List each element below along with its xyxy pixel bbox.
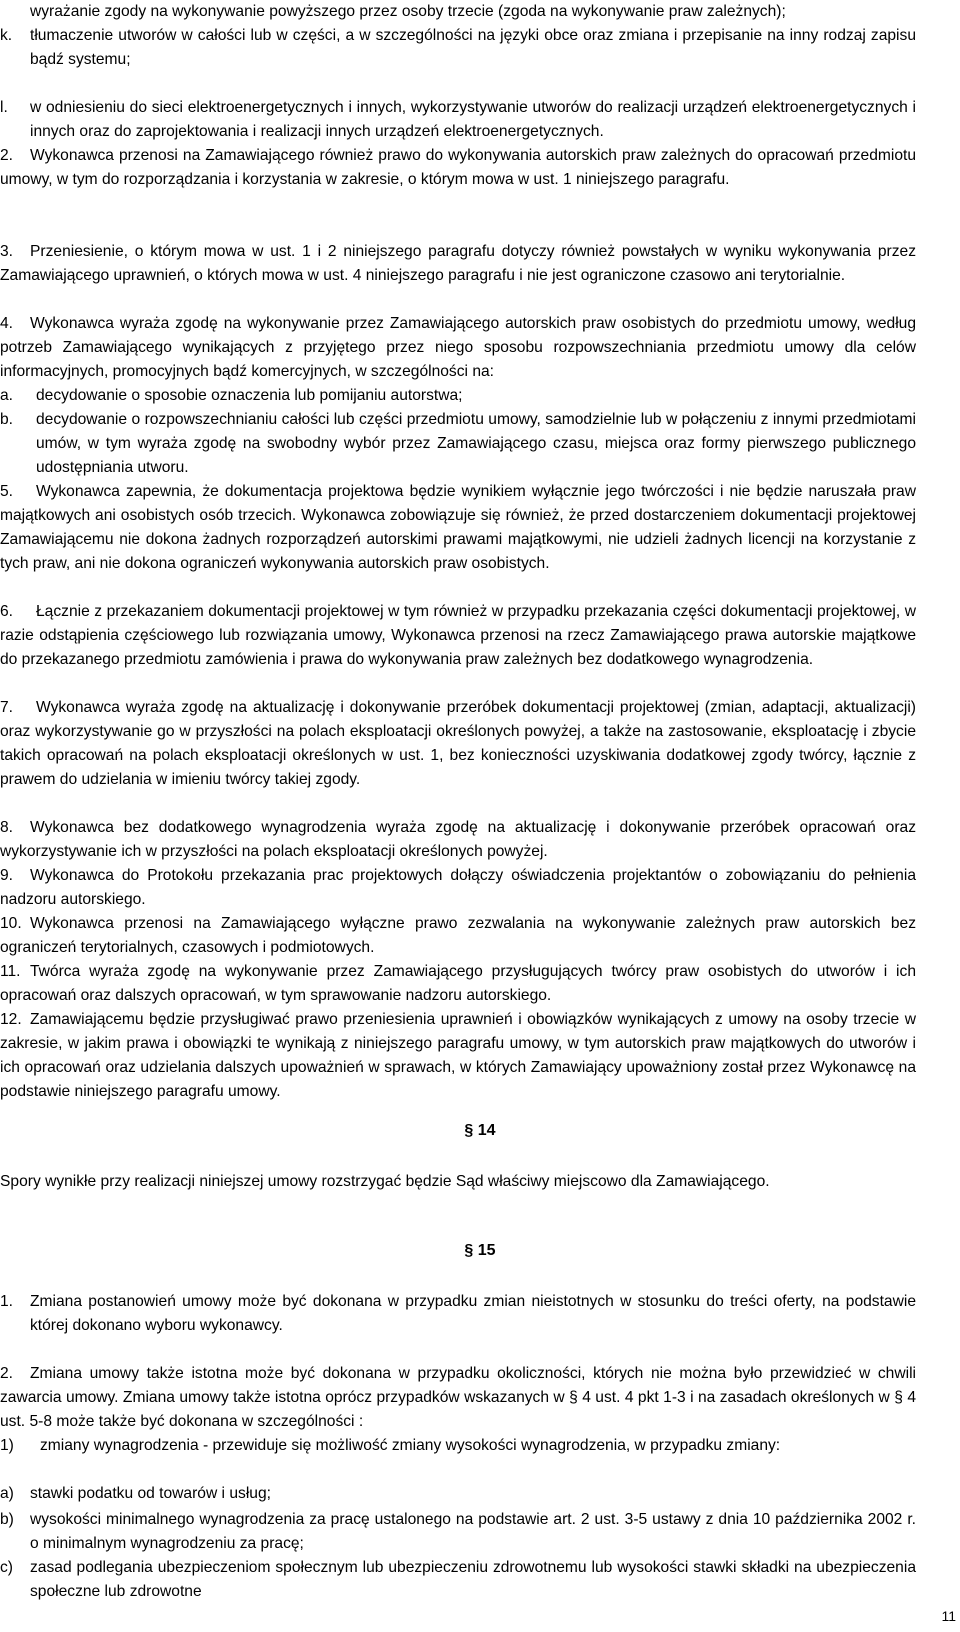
list-item xyxy=(0,384,916,408)
item-number: a) xyxy=(0,1485,14,1502)
item-number: k. xyxy=(0,27,13,44)
section-heading: § 14 xyxy=(464,1122,496,1139)
item-number: 1) xyxy=(0,1437,14,1454)
item-number: 9. xyxy=(0,867,14,884)
paragraph-text: Łącznie z przekazaniem dokumentacji projektowej w tym również w przypadku przekazania części dokumentacji projektowej, w razie odstąpienia częściowego lub rozwiązania umowy, Wykonawca przenosi na rzecz Zamawiającego prawa autorskie majątkowe do przekazanego przedmiotu zamówienia i prawa do wykonywania praw zależnych bez dodatkowego wynagrodzenia. xyxy=(0,603,916,668)
item-number: a. xyxy=(0,387,14,404)
paragraph-text: Wykonawca przenosi na Zamawiającego również prawo do wykonywania autorskich praw zależnych do opracowań przedmiotu umowy, w tym do rozporządzania i korzystania w zakresie, o którym mowa w ust. 1 niniejszego paragrafu. xyxy=(0,147,916,188)
item-number: b) xyxy=(0,1511,14,1528)
paragraph-text: Wykonawca wyraża zgodę na wykonywanie przez Zamawiającego autorskich praw osobistych do przedmiotu umowy, według potrzeb Zamawiającego wynikających z przyjętego przez niego sposobu rozpowszechniania przedmiotu umowy dla celów informacyjnych, promocyjnych bądź komercyjnych, w szczególności na: xyxy=(0,315,916,380)
item-number: c) xyxy=(0,1559,13,1576)
paragraph-text: Wykonawca do Protokołu przekazania prac projektowych dołączy oświadczenia projektantów o zobowiązaniu do pełnienia nadzoru autorskiego. xyxy=(0,867,916,908)
paragraph-text: Spory wynikłe przy realizacji niniejszej umowy rozstrzygać będzie Sąd właściwy miejscowo dla Zamawiającego. xyxy=(0,1173,770,1190)
paragraph-text: decydowanie o rozpowszechnianiu całości lub części przedmiotu umowy, samodzielnie lub w połączeniu z innymi przedmiotami umów, w tym wyraża zgodę na swobodny wybór przez Zamawiającego czasu, miejsca oraz formy pierwszego publicznego udostępniania utworu. xyxy=(36,411,916,476)
item-number: 7. xyxy=(0,699,14,716)
paragraph-text: wyrażanie zgody na wykonywanie powyższego przez osoby trzecie (zgoda na wykonywanie praw zależnych); xyxy=(30,3,786,20)
item-number: 2. xyxy=(0,147,14,164)
list-item xyxy=(0,1556,916,1604)
paragraph-text: Przeniesienie, o którym mowa w ust. 1 i 2 niniejszego paragrafu dotyczy również powstałych w wyniku wykonywania przez Zamawiającego uprawnień, o których mowa w ust. 4 niniejszego paragrafu i nie jest ograniczone czasowo ani terytorialnie. xyxy=(0,243,916,284)
item-number: 11. xyxy=(0,963,21,980)
list-item xyxy=(0,1434,916,1458)
page-number: 11 xyxy=(941,1608,956,1624)
paragraph-text: Wykonawca przenosi na Zamawiającego wyłączne prawo zezwalania na wykonywanie zależnych praw autorskich bez ograniczeń terytorialnych, czasowych i podmiotowych. xyxy=(0,915,916,956)
item-number: 5. xyxy=(0,483,14,500)
list-item xyxy=(0,1362,916,1434)
paragraph-text: Zmiana postanowień umowy może być dokonana w przypadku zmian nieistotnych w stosunku do treści oferty, na podstawie której dokonano wyboru wykonawcy. xyxy=(30,1293,916,1334)
paragraph-text: Wykonawca zapewnia, że dokumentacja projektowa będzie wynikiem wyłącznie jego twórczości i nie będzie naruszała praw majątkowych ani osobistych osób trzecich. Wykonawca zobowiązuje się również, że przed dostarczeniem dokumentacji projektowej Zamawiającemu nie dokona żadnych rozporządzeń autorskimi prawami majątkowymi, nie udzieli żadnych licencji na korzystanie z tych praw, ani nie dokona ograniczeń wykonywania autorskich praw osobistych. xyxy=(0,483,916,572)
paragraph-text: tłumaczenie utworów w całości lub w części, a w szczególności na języki obce oraz zmiana i przepisanie na inny rodzaj zapisu bądź systemu; xyxy=(30,27,916,68)
item-number: l. xyxy=(0,99,8,116)
list-item xyxy=(0,240,916,288)
list-item xyxy=(0,1290,916,1338)
paragraph-text: zmiany wynagrodzenia - przewiduje się możliwość zmiany wysokości wynagrodzenia, w przypadku zmiany: xyxy=(40,1437,781,1454)
list-item xyxy=(0,600,916,672)
item-number: 12. xyxy=(0,1011,22,1028)
list-item xyxy=(0,312,916,384)
list-item xyxy=(0,480,916,576)
item-number: 10. xyxy=(0,915,22,932)
list-item xyxy=(0,1008,916,1104)
item-number: 4. xyxy=(0,315,14,332)
list-item xyxy=(0,864,916,912)
list-item xyxy=(30,0,916,24)
list-item xyxy=(0,816,916,864)
paragraph-text: w odniesieniu do sieci elektroenergetycznych i innych, wykorzystywanie utworów do realizacji urządzeń elektroenergetycznych i innych oraz do zaprojektowania i realizacji innych urządzeń elektroenergetycznych. xyxy=(30,99,916,140)
paragraph-text: Wykonawca bez dodatkowego wynagrodzenia wyraża zgodę na aktualizację i dokonywanie przeróbek opracowań oraz wykorzystywanie ich w przyszłości na polach eksploatacji określonych powyżej. xyxy=(0,819,916,860)
list-item xyxy=(0,1508,916,1556)
item-number: b. xyxy=(0,411,14,428)
paragraph-text: zasad podlegania ubezpieczeniom społecznym lub ubezpieczeniu zdrowotnemu lub wysokości stawki składki na ubezpieczenia społeczne lub zdrowotne xyxy=(30,1559,916,1600)
list-item xyxy=(0,912,916,960)
list-item xyxy=(0,1482,916,1506)
item-number: 3. xyxy=(0,243,14,260)
list-item xyxy=(0,408,916,480)
list-item xyxy=(0,696,916,792)
paragraph-text: Twórca wyraża zgodę na wykonywanie przez Zamawiającego przysługujących twórcy praw osobistych do utworów i ich opracowań oraz dalszych opracowań, w tym sprawowanie nadzoru autorskiego. xyxy=(0,963,916,1004)
item-number: 2. xyxy=(0,1365,14,1382)
item-number: 1. xyxy=(0,1293,14,1310)
paragraph-text: decydowanie o sposobie oznaczenia lub pomijaniu autorstwa; xyxy=(36,387,463,404)
list-item xyxy=(0,960,916,1008)
list-item xyxy=(0,96,916,144)
list-item xyxy=(0,144,916,192)
paragraph-text: Wykonawca wyraża zgodę na aktualizację i dokonywanie przeróbek dokumentacji projektowej (zmian, adaptacji, aktualizacji) oraz wykorzystywanie go w przyszłości na polach eksploatacji określonych powyżej, a także na zastosowanie, eksploatację i zbycie takich opracowań na polach eksploatacji określonych w ust. 1, bez konieczności uzyskiwania dodatkowej zgody twórcy, łącznie z prawem do udzielania w imieniu twórcy takiej zgody. xyxy=(0,699,916,788)
paragraph-text: Zamawiającemu będzie przysługiwać prawo przeniesienia uprawnień i obowiązków wynikających z umowy na osoby trzecie w zakresie, w jakim prawa i obowiązki te wynikają z niniejszego paragrafu umowy, w tym autorskich praw majątkowych do utworów i ich opracowań oraz udzielania dalszych upoważnień w sprawach, w których Zamawiający upoważniony został przez Wykonawcę na podstawie niniejszego paragrafu umowy. xyxy=(0,1011,916,1100)
item-number: 6. xyxy=(0,603,14,620)
paragraph-text: stawki podatku od towarów i usług; xyxy=(30,1485,271,1502)
paragraph-text: Zmiana umowy także istotna może być dokonana w przypadku okoliczności, których nie można było przewidzieć w chwili zawarcia umowy. Zmiana umowy także istotna oprócz przypadków wskazanych w § 4 ust. 4 pkt 1-3 i na zasadach określonych w § 4 ust. 5-8 może także być dokonana w szczególności : xyxy=(0,1365,916,1430)
paragraph-text: wysokości minimalnego wynagrodzenia za pracę ustalonego na podstawie art. 2 ust. 3-5 ustawy z dnia 10 października 2002 r. o minimalnym wynagrodzeniu za pracę; xyxy=(30,1511,916,1552)
list-item xyxy=(0,24,916,72)
section-heading: § 15 xyxy=(464,1242,496,1259)
item-number: 8. xyxy=(0,819,14,836)
